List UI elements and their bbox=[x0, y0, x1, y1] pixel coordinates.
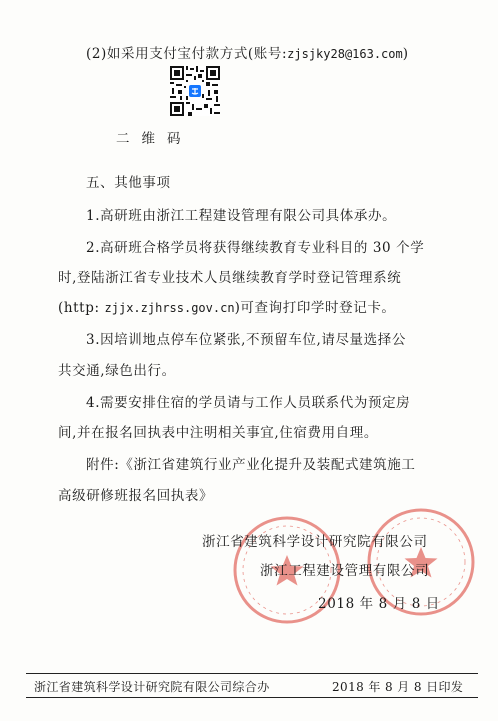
alipay-payment-text: (2)如采用支付宝付款方式(账号: bbox=[86, 46, 288, 62]
item-2-line-1: 2.高研班合格学员将获得继续教育专业科目的 30 个学 bbox=[86, 240, 425, 256]
section-heading: 五、其他事项 bbox=[86, 175, 171, 191]
item-2-line-2: 时,登陆浙江省专业技术人员继续教育学时登记管理系统 bbox=[58, 270, 402, 286]
item-1: 1.高研班由浙江工程建设管理有限公司具体承办。 bbox=[86, 208, 397, 224]
item-4-line-2: 间,并在报名回执表中注明相关事宜,住宿费用自理。 bbox=[58, 425, 378, 441]
attachment-line-2: 高级研修班报名回执表》 bbox=[58, 488, 214, 504]
url-suffix: )可查询打印学时登记卡。 bbox=[234, 300, 396, 316]
footer-issued-date: 2018 年 8 月 8 日印发 bbox=[332, 680, 464, 694]
qr-code-icon bbox=[170, 66, 220, 116]
alipay-payment-line bbox=[86, 42, 409, 62]
issuing-org-2: 浙江工程建设管理有限公司 bbox=[260, 563, 430, 579]
item-3-line-1: 3.因培训地点停车位紧张,不预留车位,请尽量选择公 bbox=[86, 332, 406, 348]
footer-rule-top bbox=[26, 673, 478, 674]
issuing-org-1: 浙江省建筑科学设计研究院有限公司 bbox=[202, 534, 428, 550]
item-2-line-3 bbox=[58, 296, 396, 316]
item-3-line-2: 共交通,绿色出行。 bbox=[58, 363, 176, 379]
footer-rule-bottom bbox=[26, 697, 478, 698]
registration-url: zjjx.zjhrss.gov.cn bbox=[104, 301, 235, 315]
item-4-line-1: 4.需要安排住宿的学员请与工作人员联系代为预定房 bbox=[86, 395, 411, 411]
qr-code-label: 二维码 bbox=[116, 131, 193, 147]
alipay-account: zjsjky28@163.com bbox=[287, 47, 403, 61]
attachment-line-1: 附件:《浙江省建筑行业产业化提升及装配式建筑施工 bbox=[86, 457, 416, 473]
signature-date: 2018 年 8 月 8 日 bbox=[318, 596, 440, 612]
url-prefix: (http: bbox=[58, 300, 100, 316]
close-paren: ) bbox=[402, 46, 409, 62]
footer-issuer: 浙江省建筑科学设计研究院有限公司综合办 bbox=[34, 680, 270, 694]
